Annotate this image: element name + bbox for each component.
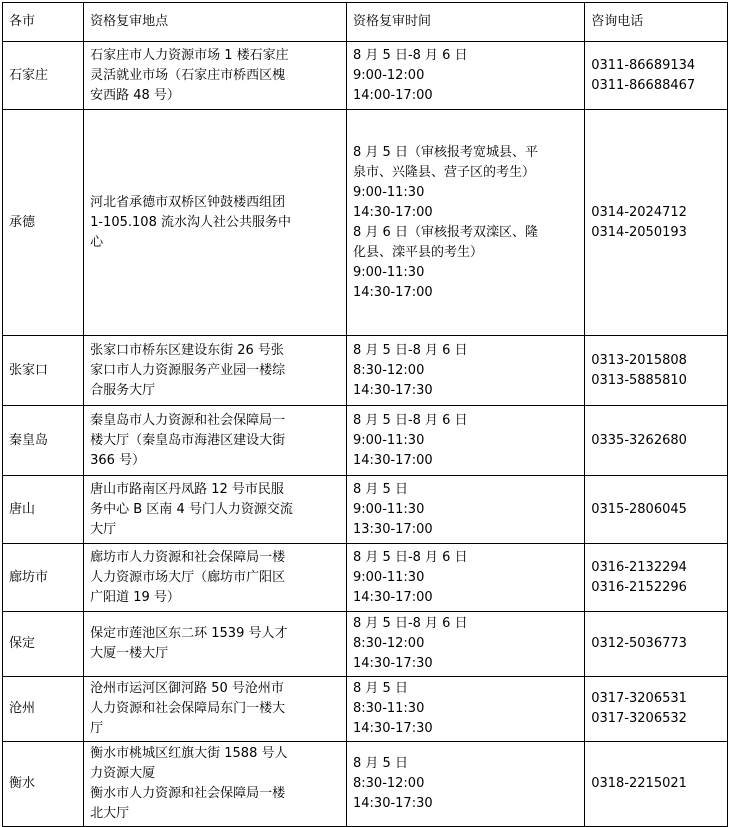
- location-cell: [84, 612, 347, 677]
- time-cell: [347, 742, 585, 827]
- location-line: 366 号）: [90, 452, 146, 468]
- phone-line: 0316-2132294: [591, 559, 687, 575]
- location-cell: [84, 336, 347, 406]
- location-line: 廊坊市人力资源和社会保障局一楼: [90, 549, 286, 565]
- time-line: 8 月 5 日: [353, 756, 408, 771]
- time-cell: [347, 42, 585, 110]
- time-cell: [347, 544, 585, 612]
- time-line: 9:00-12:00: [353, 67, 425, 83]
- time-line: 14:30-17:00: [353, 589, 433, 605]
- table-row: [3, 110, 728, 336]
- location-line: 楼大厅（秦皇岛市海港区建设大街: [90, 432, 286, 448]
- time-line: 8 月 5 日-8 月 6 日: [353, 342, 468, 358]
- header-city: 各市: [3, 3, 84, 42]
- location-line: 衡水市桃城区红旗大街 1588 号人: [90, 746, 288, 761]
- header-row: [3, 3, 728, 42]
- city-cell: 石家庄: [3, 42, 84, 110]
- location-cell: [84, 110, 347, 336]
- table-row: [3, 612, 728, 677]
- table-row: [3, 42, 728, 110]
- time-line: 8 月 5 日-8 月 6 日: [353, 412, 468, 428]
- location-line: 河北省承德市双桥区钟鼓楼西组团: [90, 194, 286, 210]
- time-line: 9:00-11:30: [353, 569, 425, 585]
- phone-line: 0317-3206532: [591, 711, 687, 726]
- time-line: 8:30-12:00: [353, 362, 425, 378]
- time-cell: [347, 677, 585, 742]
- phone-line: 0311-86689134: [591, 57, 696, 73]
- location-line: 合服务大厅: [90, 382, 156, 398]
- time-line: 8 月 5 日-8 月 6 日: [353, 616, 468, 631]
- city-cell: 衡水: [3, 742, 84, 827]
- location-line: 石家庄市人力资源市场 1 楼石家庄: [90, 47, 289, 63]
- time-line: 8 月 5 日（审核报考宽城县、平: [353, 144, 538, 160]
- location-line: 广阳道 19 号）: [90, 589, 180, 605]
- time-cell: [347, 406, 585, 476]
- time-line: 化县、滦平县的考生）: [353, 244, 484, 260]
- location-cell: [84, 544, 347, 612]
- time-line: 8 月 6 日（审核报考双滦区、隆: [353, 224, 538, 240]
- location-cell: [84, 677, 347, 742]
- location-line: 保定市莲池区东二环 1539 号人才: [90, 626, 288, 641]
- time-cell: [347, 612, 585, 677]
- phone-cell: [585, 42, 728, 110]
- table-row: [3, 742, 728, 827]
- time-line: 8 月 5 日-8 月 6 日: [353, 549, 468, 565]
- phone-line: 0317-3206531: [591, 691, 687, 706]
- time-line: 8:30-12:00: [353, 636, 425, 651]
- review-schedule-table: [2, 2, 728, 827]
- location-line: 唐山市路南区丹凤路 12 号市民服: [90, 481, 284, 497]
- time-line: 14:30-17:30: [353, 382, 433, 398]
- location-line: 秦皇岛市人力资源和社会保障局一: [90, 412, 286, 428]
- time-line: 14:30-17:00: [353, 204, 433, 220]
- city-cell: 沧州: [3, 677, 84, 742]
- city-cell: 保定: [3, 612, 84, 677]
- city-cell: 承德: [3, 110, 84, 336]
- table-row: [3, 476, 728, 544]
- time-line: 泉市、兴隆县、营子区的考生）: [353, 164, 536, 180]
- table-row: [3, 406, 728, 476]
- time-line: 9:00-11:30: [353, 264, 425, 280]
- phone-cell: [585, 612, 728, 677]
- phone-line: 0311-86688467: [591, 77, 696, 93]
- phone-line: 0315-2806045: [591, 501, 687, 517]
- phone-cell: [585, 406, 728, 476]
- phone-cell: [585, 110, 728, 336]
- location-line: 安西路 48 号）: [90, 87, 180, 103]
- time-line: 14:00-17:00: [353, 87, 433, 103]
- phone-line: 0318-2215021: [591, 776, 687, 791]
- time-cell: [347, 336, 585, 406]
- time-line: 9:00-11:30: [353, 184, 425, 200]
- city-cell: 张家口: [3, 336, 84, 406]
- phone-cell: [585, 336, 728, 406]
- time-line: 13:30-17:00: [353, 521, 433, 537]
- location-cell: [84, 476, 347, 544]
- table-row: [3, 544, 728, 612]
- location-line: 1-105.108 流水沟人社公共服务中: [90, 214, 291, 230]
- phone-line: 0313-2015808: [591, 352, 687, 368]
- phone-line: 0314-2024712: [591, 204, 687, 220]
- phone-line: 0316-2152296: [591, 579, 687, 595]
- phone-cell: [585, 544, 728, 612]
- table-row: [3, 336, 728, 406]
- time-line: 9:00-11:30: [353, 432, 425, 448]
- location-line: 灵活就业市场（石家庄市桥西区槐: [90, 67, 286, 83]
- location-line: 家口市人力资源服务产业园一楼综: [90, 362, 286, 378]
- time-line: 14:30-17:30: [353, 796, 433, 811]
- header-location: 资格复审地点: [84, 3, 347, 42]
- location-line: 务中心 B 区南 4 号门人力资源交流: [90, 501, 293, 517]
- time-cell: [347, 476, 585, 544]
- phone-line: 0313-5885810: [591, 372, 687, 388]
- time-line: 14:30-17:30: [353, 656, 433, 671]
- location-line: 张家口市桥东区建设东街 26 号张: [90, 342, 284, 358]
- time-line: 8 月 5 日: [353, 481, 408, 497]
- phone-line: 0312-5036773: [591, 636, 687, 651]
- location-line: 人力资源和社会保障局东门一楼大: [90, 701, 286, 716]
- phone-line: 0314-2050193: [591, 224, 687, 240]
- phone-line: 0335-3262680: [591, 432, 687, 448]
- location-cell: [84, 42, 347, 110]
- time-line: 14:30-17:30: [353, 721, 433, 736]
- header-phone: 咨询电话: [585, 3, 728, 42]
- location-cell: [84, 742, 347, 827]
- header-time: 资格复审时间: [347, 3, 585, 42]
- time-line: 14:30-17:00: [353, 284, 433, 300]
- table-row: [3, 677, 728, 742]
- phone-cell: [585, 742, 728, 827]
- time-line: 8 月 5 日-8 月 6 日: [353, 47, 468, 63]
- location-line: 心: [90, 234, 104, 250]
- table-body: [3, 42, 728, 827]
- location-line: 北大厅: [90, 806, 130, 821]
- location-line: 衡水市人力资源和社会保障局一楼: [90, 786, 286, 801]
- city-cell: 秦皇岛: [3, 406, 84, 476]
- time-line: 9:00-11:30: [353, 501, 425, 517]
- time-line: 14:30-17:00: [353, 452, 433, 468]
- time-cell: [347, 110, 585, 336]
- location-line: 大厅: [90, 521, 117, 537]
- location-line: 大厦一楼大厅: [90, 646, 169, 661]
- location-line: 力资源大厦: [90, 766, 156, 781]
- location-cell: [84, 406, 347, 476]
- phone-cell: [585, 677, 728, 742]
- time-line: 8:30-11:30: [353, 701, 425, 716]
- phone-cell: [585, 476, 728, 544]
- location-line: 人力资源市场大厅（廊坊市广阳区: [90, 569, 286, 585]
- location-line: 厅: [90, 721, 104, 736]
- location-line: 沧州市运河区御河路 50 号沧州市: [90, 681, 284, 696]
- time-line: 8 月 5 日: [353, 681, 408, 696]
- city-cell: 廊坊市: [3, 544, 84, 612]
- time-line: 8:30-12:00: [353, 776, 425, 791]
- city-cell: 唐山: [3, 476, 84, 544]
